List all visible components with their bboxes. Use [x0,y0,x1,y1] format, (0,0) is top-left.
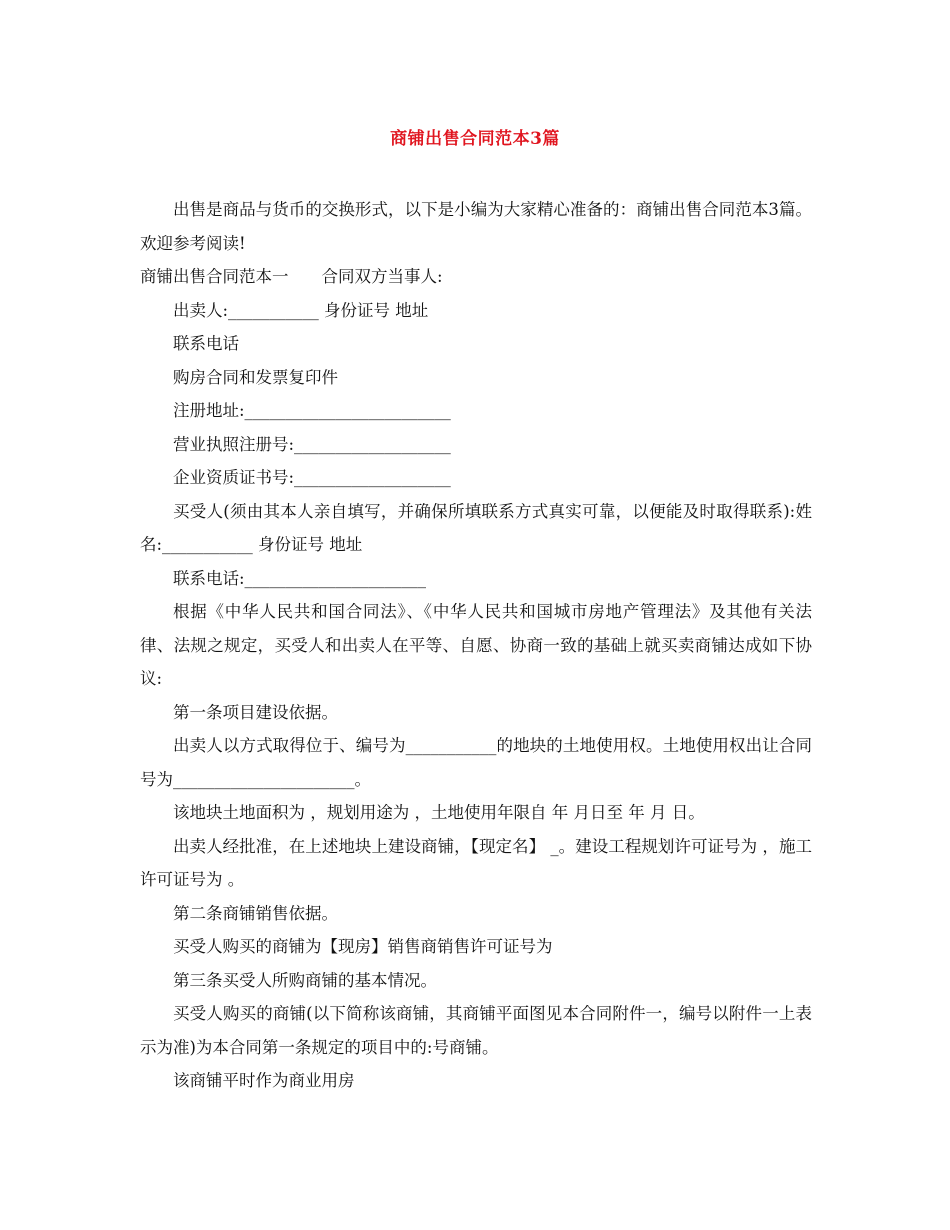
paragraph-land-use-right: 出卖人以方式取得位于、编号为___________的地块的土地使用权。土地使用权出让合同号为______________________。 [140,736,812,789]
paragraph-contract-heading: 商铺出售合同范本一 合同双方当事人: [140,267,443,286]
document-title: 商铺出售合同范本3篇 [390,129,560,149]
paragraph-article-3: 第三条买受人所购商铺的基本情况。 [173,970,437,990]
paragraph-land-area: 该地块土地面积为 ，规划用途为 ，土地使用年限自 年 月日至 年 月 日。 [173,803,705,822]
paragraph-buyer: 买受人(须由其本人亲自填写，并确保所填联系方式真实可靠，以便能及时取得联系):姓名:___________ 身份证号 地址 [140,501,812,554]
document-body [140,193,812,1098]
paragraph-legal-basis: 根据《中华人民共和国合同法》、《中华人民共和国城市房地产管理法》及其他有关法律、法规之规定，买受人和出卖人在平等、自愿、协商一致的基础上就买卖商铺达成如下协议: [140,602,812,688]
paragraph-article-1: 第一条项目建设依据。 [173,702,338,722]
paragraph-seller-phone: 联系电话 [173,334,239,353]
paragraph-registered-address: 注册地址:_________________________ [173,401,451,420]
paragraph-buyer-phone: 联系电话:______________________ [173,568,427,588]
paragraph-seller: 出卖人:___________ 身份证号 地址 [173,300,429,320]
paragraph-shop-description: 买受人购买的商铺(以下简称该商铺，其商铺平面图见本合同附件一，编号以附件一上表示为准)为本合同第一条规定的项目中的:号商铺。 [140,1004,812,1057]
paragraph-intro: 出售是商品与货币的交换形式，以下是小编为大家精心准备的：商铺出售合同范本3篇。欢迎参考阅读! [140,200,812,253]
paragraph-business-license: 营业执照注册号:___________________ [173,434,451,454]
paragraph-construction-approval: 出卖人经批准，在上述地块上建设商铺，【现定名】 _。建设工程规划许可证号为 ，施工许可证号为 。 [140,836,812,889]
paragraph-purchase-copies: 购房合同和发票复印件 [173,367,338,387]
paragraph-shop-usage: 该商铺平时作为商业用房 [173,1071,355,1090]
paragraph-sales-permit: 买受人购买的商铺为【现房】销售商销售许可证号为 [173,937,553,956]
paragraph-qualification-cert: 企业资质证书号:___________________ [173,468,451,487]
paragraph-article-2: 第二条商铺销售依据。 [173,903,338,923]
